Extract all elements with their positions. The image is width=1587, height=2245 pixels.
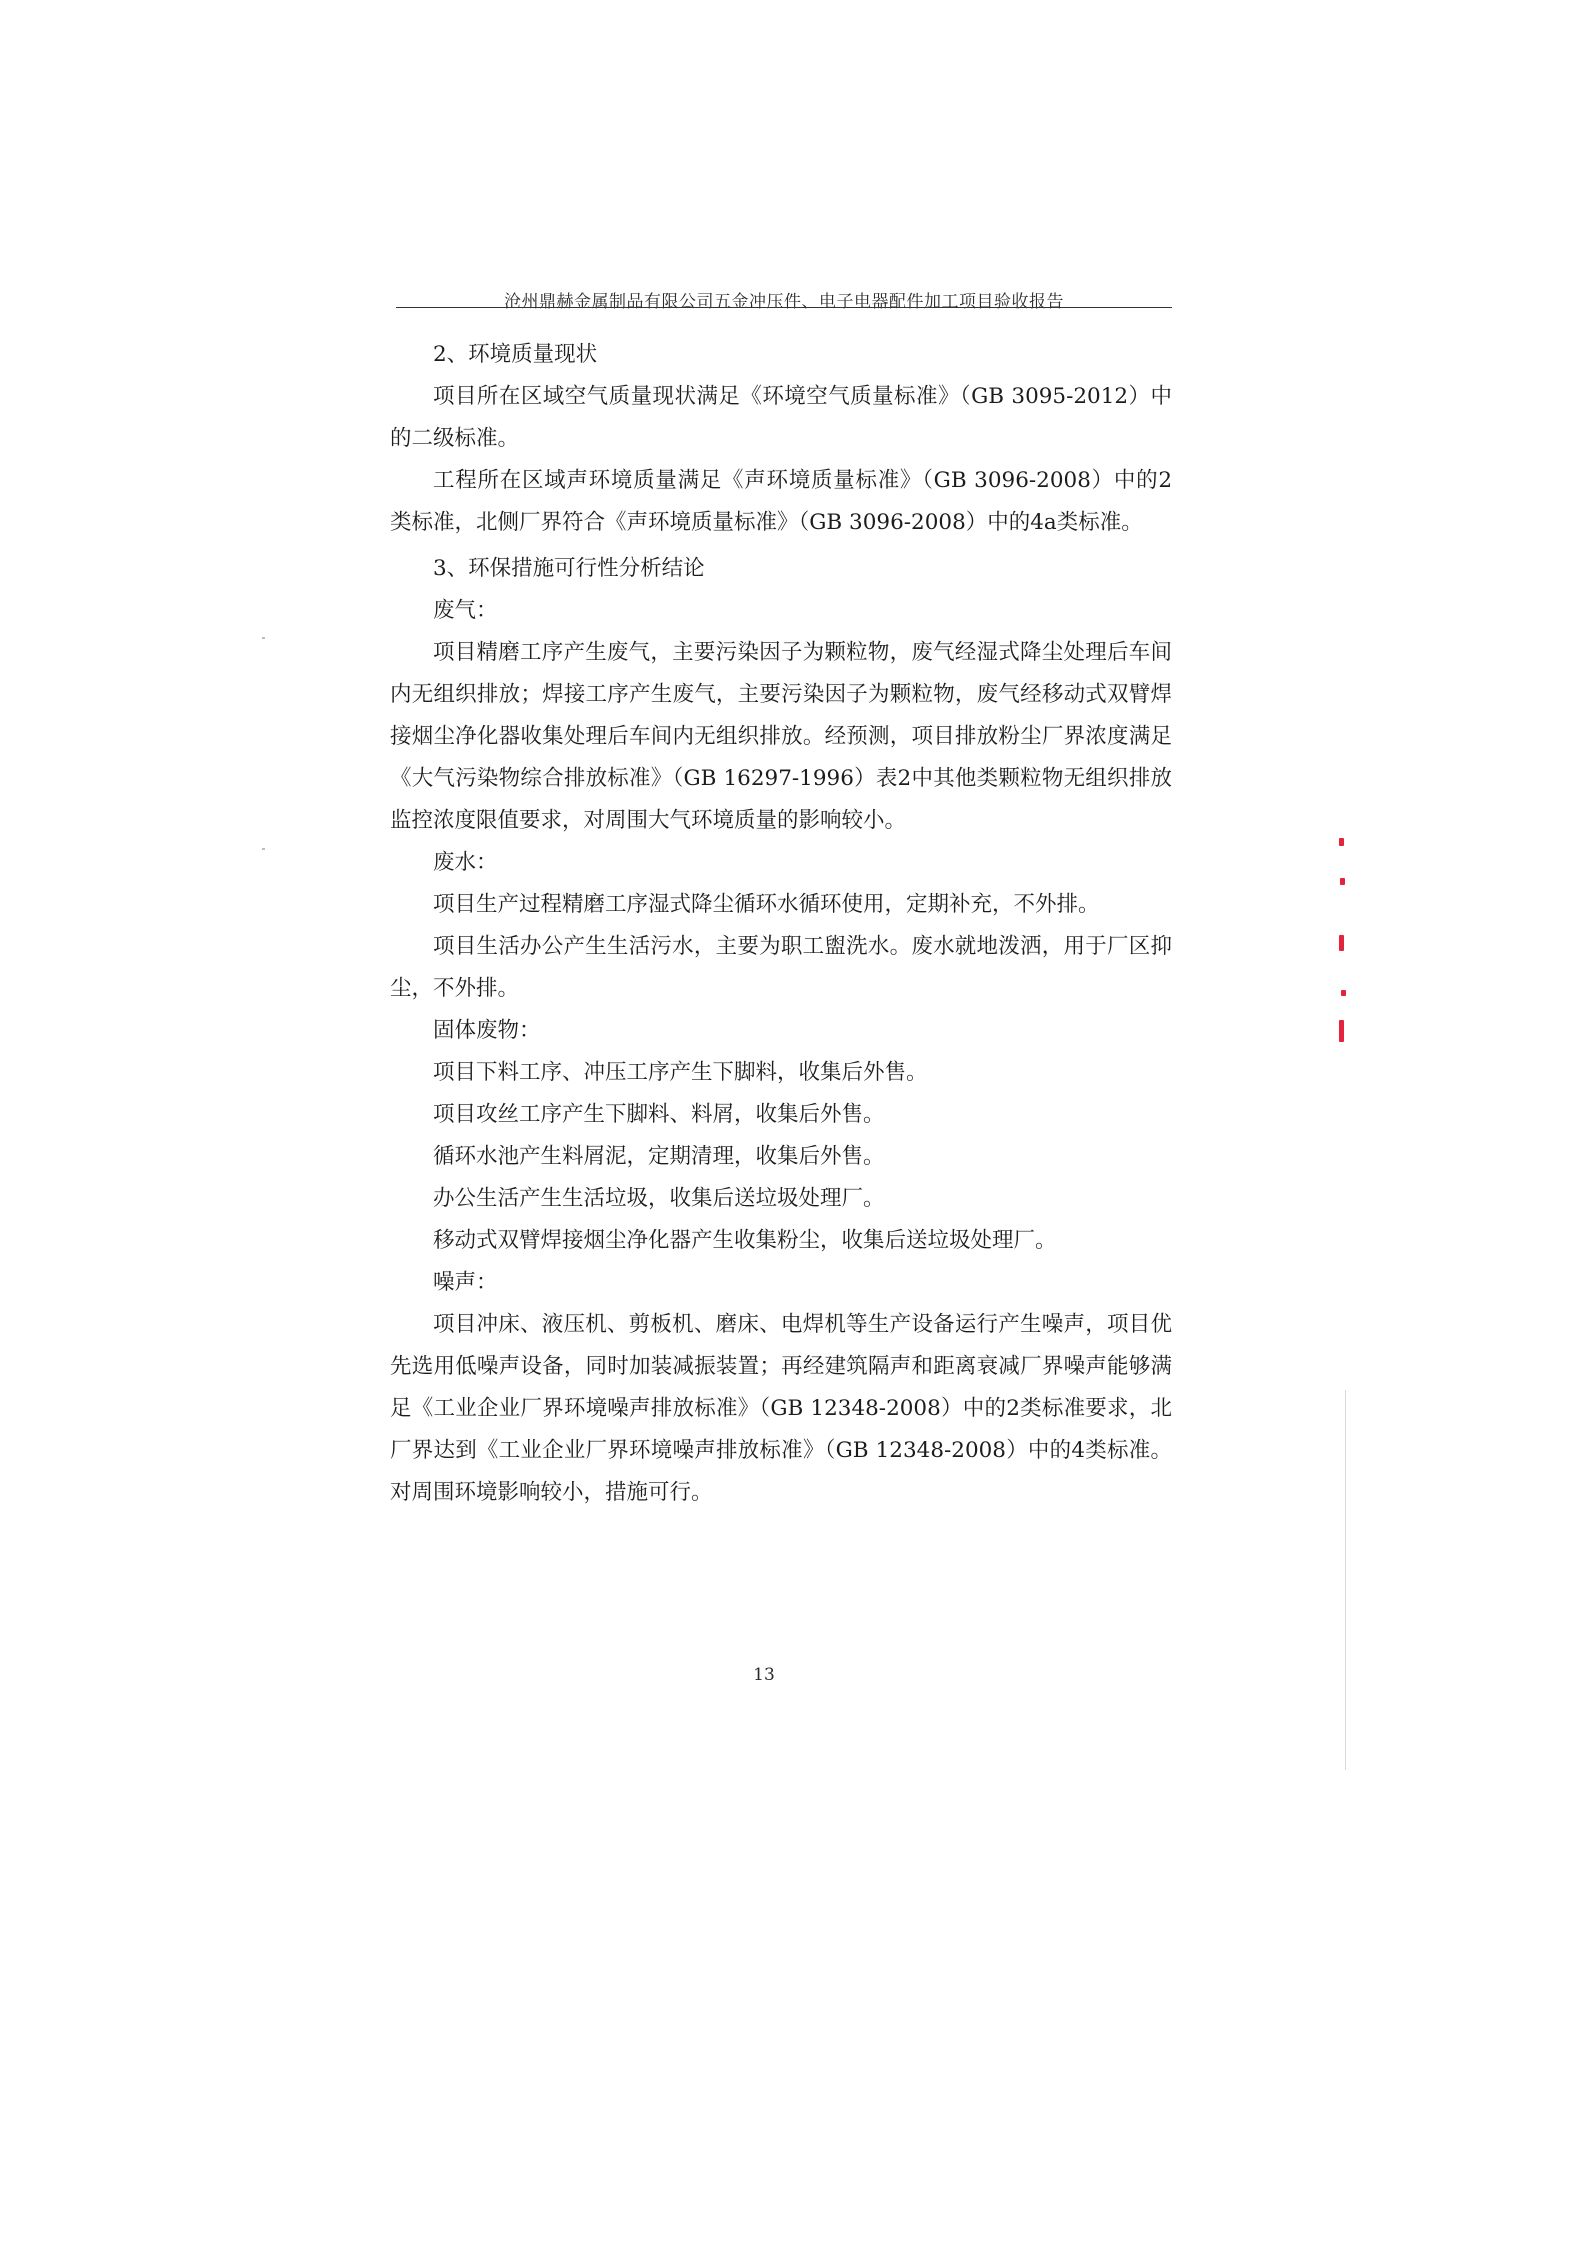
subheading-solid-waste: 固体废物： [433,1018,541,1043]
paragraph-solid-waste-tapping: 项目攻丝工序产生下脚料、料屑，收集后外售。 [433,1102,885,1127]
paragraph-waste-water-production: 项目生产过程精磨工序湿式降尘循环水循环使用，定期补充，不外排。 [433,892,1100,917]
page-number: 13 [753,1665,775,1685]
header-divider [396,307,1172,308]
paragraph-solid-waste-domestic: 办公生活产生生活垃圾，收集后送垃圾处理厂。 [433,1186,885,1211]
paragraph-waste-gas: 项目精磨工序产生废气，主要污染因子为颗粒物，废气经湿式降尘处理后车间内无组织排放；焊接工序产生废气，主要污染因子为颗粒物，废气经移动式双臂焊接烟尘净化器收集处理后车间内无组织排放。经预测，项目排放粉尘厂界浓度满足《大气污染物综合排放标准》（GB 16297-1996）表2中其他类颗粒物无组织排放监控浓度限值要求，对周围大气环境质量的影响较小。 [390,640,1172,833]
paragraph-waste-water-domestic: 项目生活办公产生生活污水，主要为职工盥洗水。废水就地泼洒，用于厂区抑尘，不外排。 [390,934,1172,1001]
scan-speck [262,637,265,639]
paragraph-noise-quality: 工程所在区域声环境质量满足《声环境质量标准》（GB 3096-2008）中的2类标准，北侧厂界符合《声环境质量标准》（GB 3096-2008）中的4a类标准。 [390,468,1172,535]
paragraph-noise: 项目冲床、液压机、剪板机、磨床、电焊机等生产设备运行产生噪声，项目优先选用低噪声设备，同时加装减振装置；再经建筑隔声和距离衰减厂界噪声能够满足《工业企业厂界环境噪声排放标准》（GB 12348-2008）中的2类标准要求，北厂界达到《工业企业厂界环境噪声排放标准》（GB 12348-2008）中的4类标准。对周围环境影响较小，措施可行。 [390,1312,1172,1505]
seal-fragment-mark [1339,838,1344,846]
seal-fragment-mark [1341,990,1346,996]
paragraph-solid-waste-dust: 移动式双臂焊接烟尘净化器产生收集粉尘，收集后送垃圾处理厂。 [433,1228,1057,1253]
seal-fragment-mark [1340,878,1345,885]
paragraph-air-quality: 项目所在区域空气质量现状满足《环境空气质量标准》（GB 3095-2012）中的二级标准。 [390,384,1172,451]
section-heading-measures-feasibility: 3、环保措施可行性分析结论 [433,556,705,581]
document-body [390,330,1172,1514]
scan-speck [262,848,265,850]
page-header-title: 沧州鼎赫金属制品有限公司五金冲压件、电子电器配件加工项目验收报告 [504,292,1064,312]
subheading-waste-gas: 废气： [433,598,498,623]
seal-fragment-mark [1339,935,1344,951]
paragraph-solid-waste-pool: 循环水池产生料屑泥，定期清理，收集后外售。 [433,1144,885,1169]
paragraph-solid-waste-cutting: 项目下料工序、冲压工序产生下脚料，收集后外售。 [433,1060,928,1085]
subheading-noise: 噪声： [433,1270,498,1295]
subheading-waste-water: 废水： [433,850,498,875]
page-edge-line [1345,1390,1346,1770]
seal-fragment-mark [1339,1020,1344,1042]
section-heading-environment-quality: 2、环境质量现状 [433,342,598,367]
